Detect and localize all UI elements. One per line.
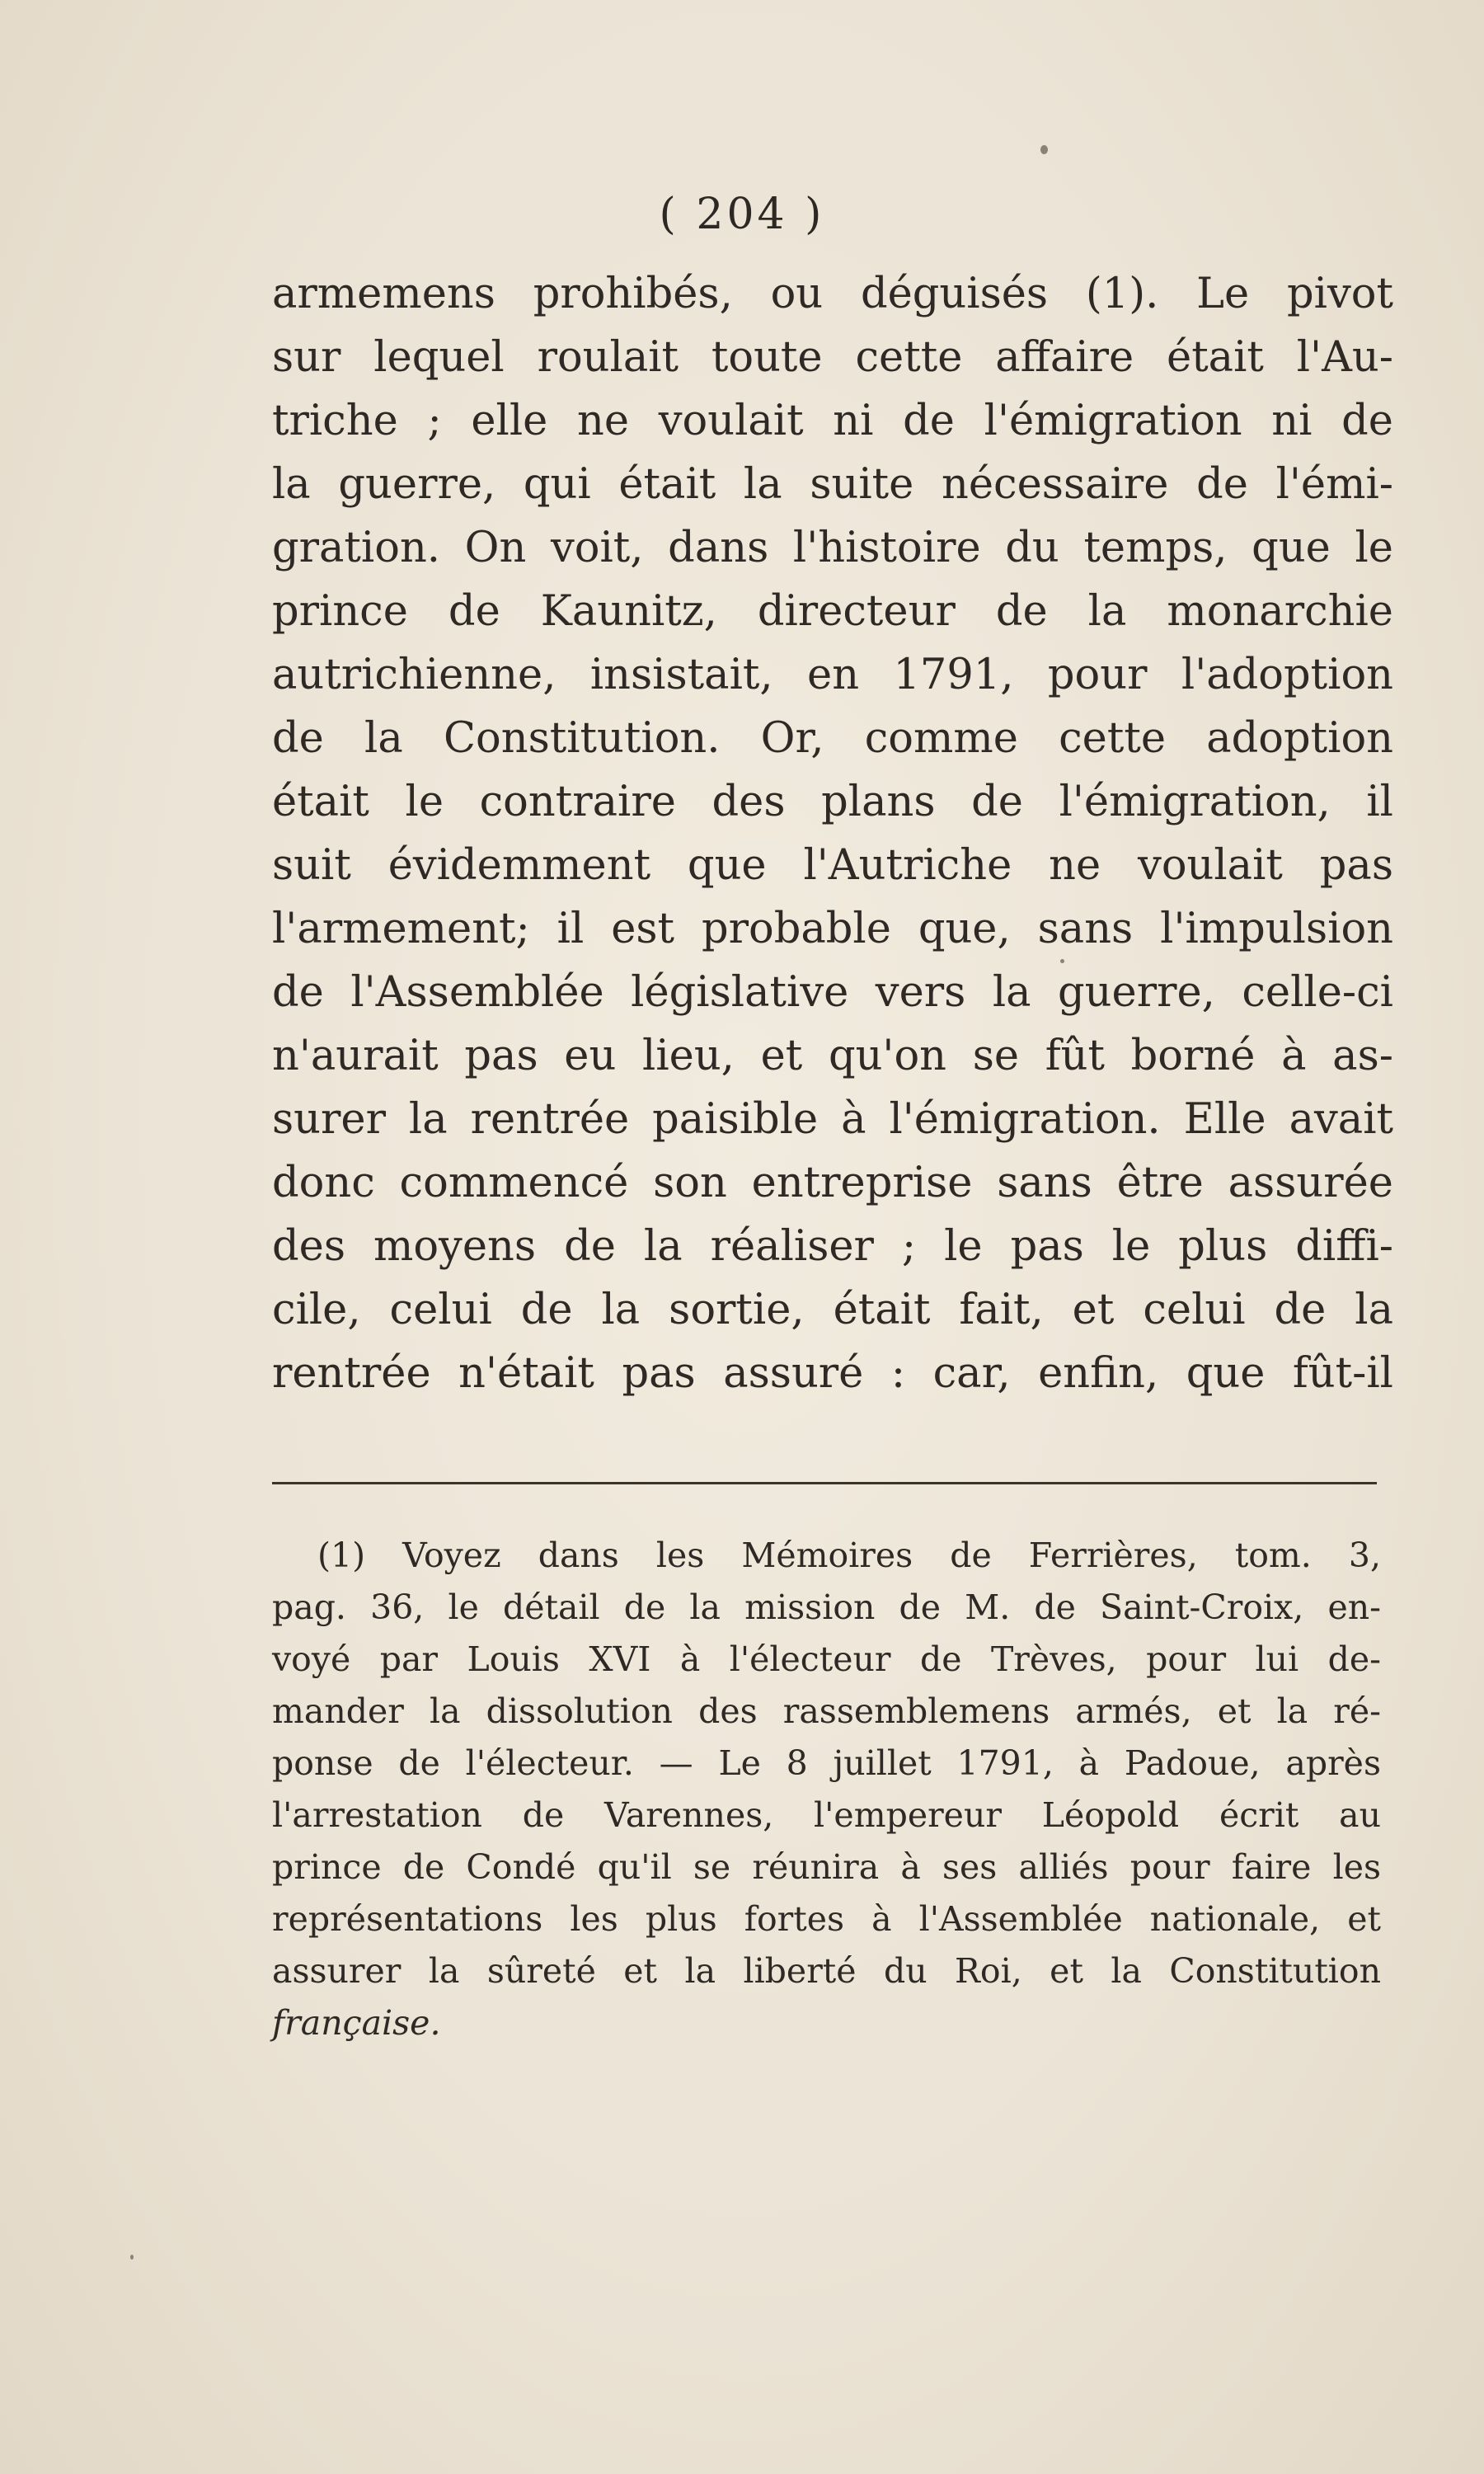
text-line: prince de Kaunitz, directeur de la monarchie	[272, 587, 1393, 636]
text-line: autrichienne, insistait, en 1791, pour l'adoption	[272, 651, 1393, 699]
footnote-line: française.	[272, 2003, 441, 2043]
text-line: suit évidemment que l'Autriche ne voulait pas	[272, 841, 1393, 890]
footnote-line: assurer la sûreté et la liberté du Roi, et la Constitution	[272, 1951, 1381, 1991]
footnote-line: (1) Voyez dans les Mémoires de Ferrières, tom. 3,	[317, 1536, 1381, 1575]
text-line: donc commencé son entreprise sans être assurée	[272, 1159, 1393, 1207]
text-line: surer la rentrée paisible à l'émigration. Elle avait	[272, 1095, 1393, 1144]
text-line: sur lequel roulait toute cette affaire était l'Au-	[272, 333, 1393, 382]
footnote-line: pag. 36, le détail de la mission de M. de Saint-Croix, en-	[272, 1587, 1381, 1627]
text-line: de la Constitution. Or, comme cette adoption	[272, 714, 1393, 763]
page-number: ( 204 )	[659, 190, 825, 239]
text-line: cile, celui de la sortie, était fait, et celui de la	[272, 1286, 1393, 1334]
text-line: gration. On voit, dans l'histoire du temps, que le	[272, 524, 1393, 572]
footnote-line: voyé par Louis XVI à l'électeur de Trèves, pour lui de-	[272, 1639, 1381, 1679]
text-line: armemens prohibés, ou déguisés (1). Le pivot	[272, 270, 1393, 318]
footnote-block	[272, 1530, 1381, 2049]
text-line: était le contraire des plans de l'émigration, il	[272, 778, 1393, 826]
text-line: des moyens de la réaliser ; le pas le plus diffi-	[272, 1222, 1393, 1271]
footnote-line: représentations les plus fortes à l'Assemblée nationale, et	[272, 1899, 1381, 1939]
footnote-line: ponse de l'électeur. — Le 8 juillet 1791, à Padoue, après	[272, 1743, 1381, 1783]
paper-speck	[130, 2255, 134, 2260]
footnote-line: l'arrestation de Varennes, l'empereur Léopold écrit au	[272, 1795, 1381, 1835]
main-text-block	[272, 262, 1393, 1405]
text-line: n'aurait pas eu lieu, et qu'on se fût borné à as-	[272, 1032, 1393, 1080]
text-line: triche ; elle ne voulait ni de l'émigration ni de	[272, 397, 1393, 445]
footnote-line: prince de Condé qu'il se réunira à ses alliés pour faire les	[272, 1847, 1381, 1887]
footnote-line: mander la dissolution des rassemblemens armés, et la ré-	[272, 1691, 1381, 1731]
text-line: l'armement; il est probable que, sans l'impulsion	[272, 905, 1393, 953]
footnote-divider	[272, 1482, 1377, 1484]
text-line: la guerre, qui était la suite nécessaire de l'émi-	[272, 460, 1393, 509]
paper-speck	[1040, 145, 1048, 154]
text-line: rentrée n'était pas assuré : car, enfin, que fût-il	[272, 1349, 1393, 1398]
text-line: de l'Assemblée législative vers la guerre, celle-ci	[272, 968, 1393, 1017]
